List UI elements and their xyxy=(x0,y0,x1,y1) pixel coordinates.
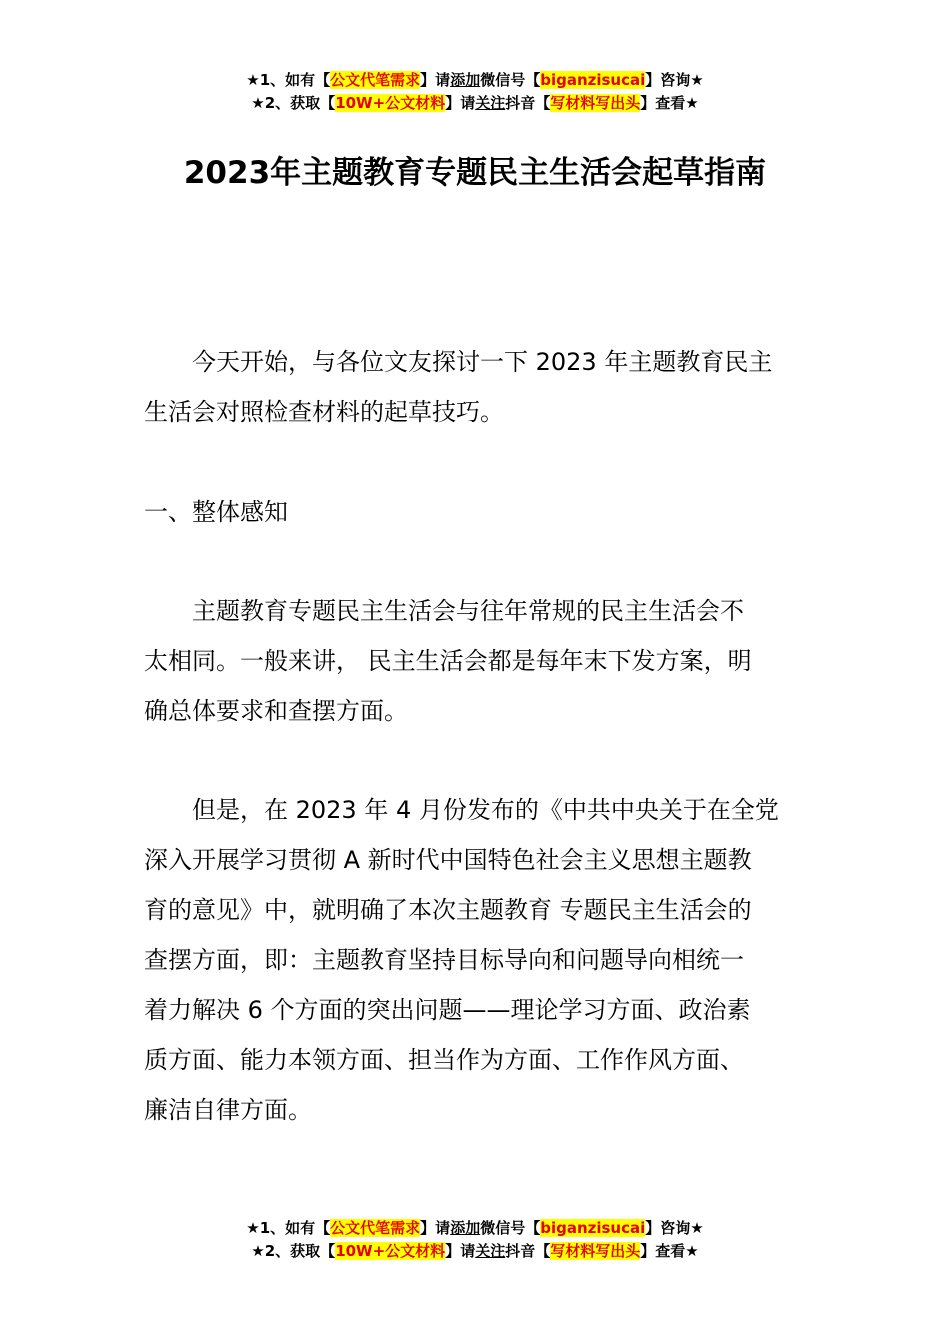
promo-line-2: ★2、获取【10W+公文材料】请关注抖音【写材料写出头】查看★ xyxy=(251,1242,699,1260)
text-line: 生活会对照检查材料的起草技巧。 xyxy=(144,398,504,426)
text-line: 今天开始，与各位文友探讨一下 2023 年主题教育民主 xyxy=(192,348,773,376)
body-paragraph xyxy=(144,586,808,736)
text-line: 查摆方面，即：主题教育坚持目标导向和问题导向相统一 xyxy=(144,946,744,974)
douyin-account: 写材料写出头 xyxy=(550,94,641,112)
body-paragraph xyxy=(144,785,808,1135)
text-line: 但是，在 2023 年 4 月份发布的《中共中央关于在全党 xyxy=(192,796,779,824)
text-line: 深入开展学习贯彻 A 新时代中国特色社会主义思想主题教 xyxy=(144,846,752,874)
material-highlight: 10W+公文材料 xyxy=(335,94,446,112)
section-heading: 一、整体感知 xyxy=(144,498,288,526)
page-title: 2023年主题教育专题民主生活会起草指南 xyxy=(183,155,767,191)
text-line: 质方面、能力本领方面、担当作为方面、工作作风方面、 xyxy=(144,1046,744,1074)
text-line: 育的意见》中，就明确了本次主题教育 专题民主生活会的 xyxy=(144,896,752,924)
follow-keyword: 关注 xyxy=(475,94,506,112)
text-line: 太相同。一般来讲， 民主生活会都是每年末下发方案，明 xyxy=(144,647,752,675)
header-promo-banner xyxy=(0,69,950,115)
add-keyword: 添加 xyxy=(450,1219,481,1237)
douyin-account: 写材料写出头 xyxy=(550,1242,641,1260)
text-line: 确总体要求和查摆方面。 xyxy=(144,697,408,725)
material-highlight: 10W+公文材料 xyxy=(335,1242,446,1260)
promo-line-2: ★2、获取【10W+公文材料】请关注抖音【写材料写出头】查看★ xyxy=(251,94,699,112)
intro-paragraph xyxy=(144,337,808,437)
add-keyword: 添加 xyxy=(450,71,481,89)
follow-keyword: 关注 xyxy=(475,1242,506,1260)
footer-promo-banner xyxy=(0,1217,950,1263)
wechat-id: biganzisucai xyxy=(540,71,646,89)
service-highlight: 公文代笔需求 xyxy=(330,71,421,89)
service-highlight: 公文代笔需求 xyxy=(330,1219,421,1237)
promo-line-1: ★1、如有【公文代笔需求】请添加微信号【biganzisucai】咨询★ xyxy=(246,1219,704,1237)
text-line: 着力解决 6 个方面的突出问题——理论学习方面、政治素 xyxy=(144,996,751,1024)
text-line: 主题教育专题民主生活会与往年常规的民主生活会不 xyxy=(192,597,744,625)
text-line: 廉洁自律方面。 xyxy=(144,1096,312,1124)
wechat-id: biganzisucai xyxy=(540,1219,646,1237)
promo-line-1: ★1、如有【公文代笔需求】请添加微信号【biganzisucai】咨询★ xyxy=(246,71,704,89)
